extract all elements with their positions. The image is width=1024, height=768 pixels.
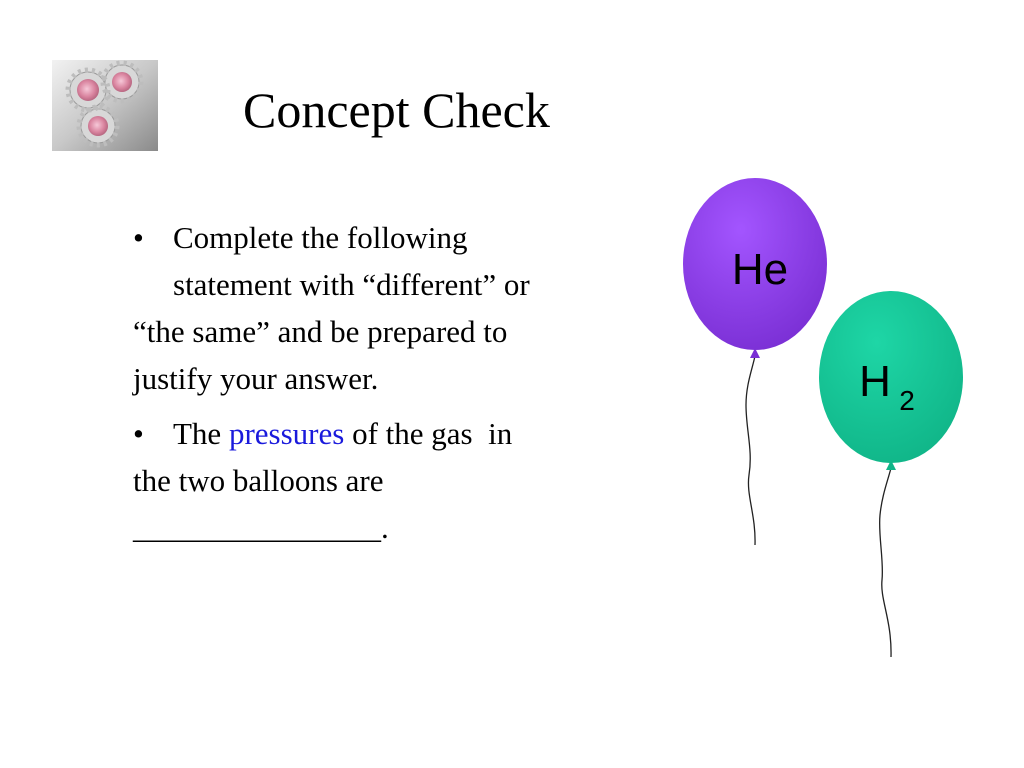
balloon-h2 <box>819 291 963 657</box>
balloon-h2-label: H <box>859 357 891 406</box>
bullet-2-line-2: the two balloons are <box>133 463 384 498</box>
bullet-item-1 <box>133 214 653 402</box>
bullet-1-line-1: Complete the following <box>173 220 468 255</box>
slide-title: Concept Check <box>243 82 550 138</box>
bullet-1-line-2: statement with “different” or <box>173 267 530 302</box>
balloon-he-string <box>746 356 755 545</box>
gears-logo-icon <box>52 60 158 151</box>
slide-body <box>133 214 653 551</box>
bullet-1-line-4: justify your answer. <box>133 361 379 396</box>
balloon-h2-body <box>819 291 963 463</box>
balloon-h2-string <box>880 468 891 657</box>
bullet-dot-icon: • <box>133 220 144 255</box>
balloon-he <box>683 178 827 545</box>
bullet-2-text-mid: of the gas <box>352 416 473 451</box>
balloons-illustration <box>670 170 980 670</box>
bullet-2-text-end: in <box>488 416 513 451</box>
bullet-item-2 <box>133 410 653 551</box>
bullet-2-text-start: The <box>173 416 222 451</box>
balloon-h2-subscript: 2 <box>899 385 915 416</box>
balloon-he-label: He <box>731 245 789 294</box>
bullet-1-line-3: “the same” and be prepared to <box>133 314 508 349</box>
pressures-highlight: pressures <box>228 416 345 451</box>
bullet-dot-icon: • <box>133 416 144 451</box>
answer-blank: ________________. <box>133 510 389 545</box>
